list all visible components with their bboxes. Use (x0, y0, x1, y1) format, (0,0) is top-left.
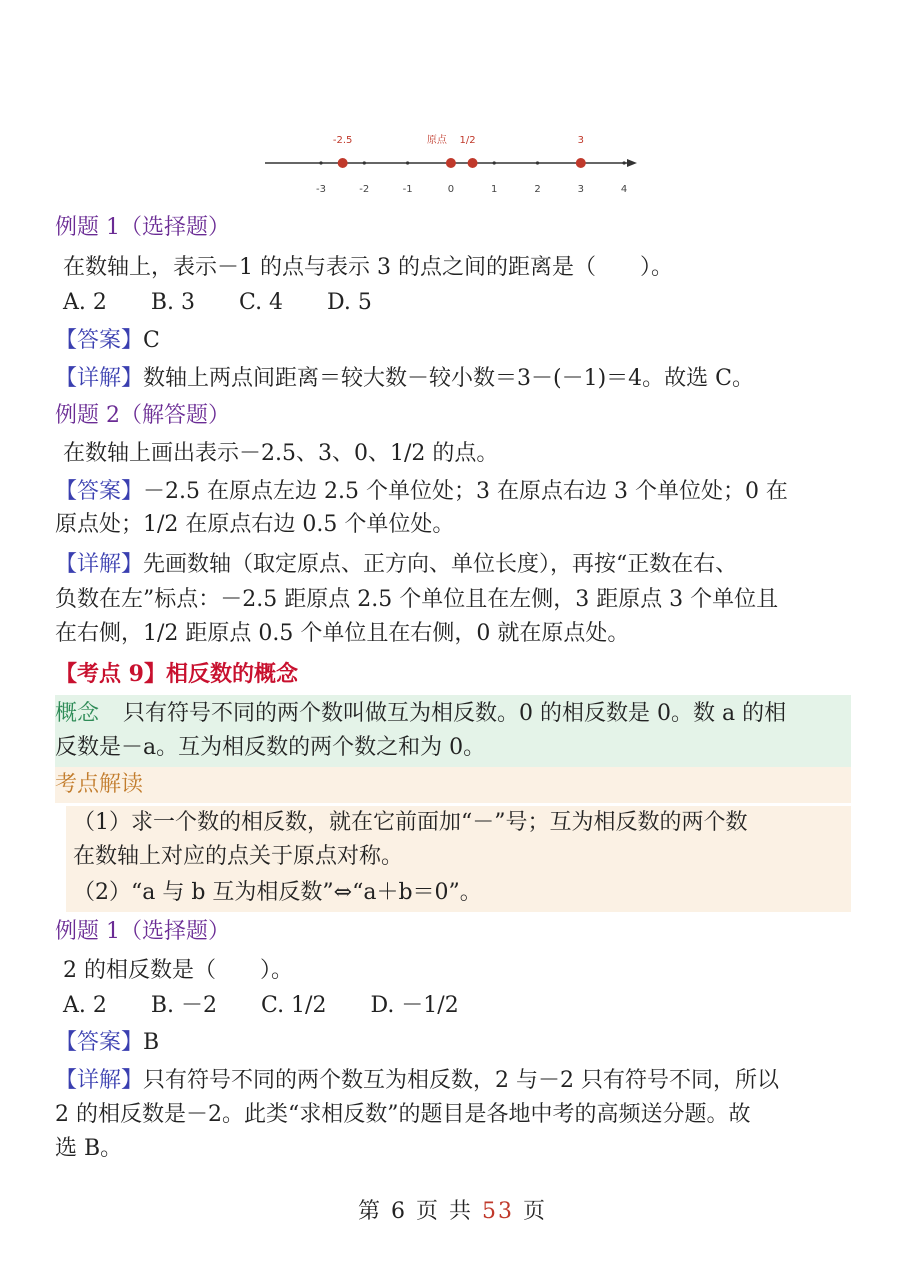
number-line-point-label: 3 (577, 135, 584, 146)
number-line-tick-label: 4 (620, 184, 628, 195)
detail-text: 数轴上两点间距离＝较大数－较小数＝3－(－1)＝4。故选 C。 (143, 366, 755, 391)
example-3-question: 2 的相反数是（ ）。 (63, 958, 293, 983)
number-line-tick-label: 0 (447, 184, 455, 195)
reading-line-3: （2）“a 与 b 互为相反数”⇔“a＋b＝0”。 (73, 880, 482, 905)
concept-line-2: 反数是－a。互为相反数的两个数之和为 0。 (55, 735, 486, 760)
footer-suffix: 页 (513, 1199, 547, 1224)
number-line-point (338, 158, 348, 168)
example-2-detail-line-2: 负数在左”标点：－2.5 距原点 2.5 个单位且在左侧，3 距原点 3 个单位且 (55, 587, 779, 612)
number-line-figure (240, 118, 660, 208)
example-1-detail (55, 362, 754, 396)
example-2-detail-line-1 (55, 548, 737, 582)
answer-text: －2.5 在原点左边 2.5 个单位处；3 在原点右边 3 个单位处；0 在 (143, 479, 788, 504)
number-line-tick (536, 161, 539, 164)
example-3-options: A. 2 B. －2 C. 1/2 D. －1/2 (63, 993, 459, 1018)
example-3-detail-line-2: 2 的相反数是－2。此类“求相反数”的题目是各地中考的高频送分题。故 (55, 1102, 751, 1127)
example-3-detail-line-1 (55, 1064, 779, 1098)
example-2-detail-line-3: 在右侧，1/2 距原点 0.5 个单位且在右侧，0 就在原点处。 (55, 621, 630, 646)
answer-text: B (143, 1030, 160, 1055)
example-2-question: 在数轴上画出表示－2.5、3、0、1/2 的点。 (63, 441, 499, 466)
detail-tag: 【详解】 (55, 552, 144, 577)
number-line-point (446, 158, 456, 168)
example-3-title: 例题 1（选择题） (55, 919, 230, 944)
example-3-answer (55, 1026, 159, 1060)
reading-line-2: 在数轴上对应的点关于原点对称。 (73, 844, 404, 869)
number-line-point (576, 158, 586, 168)
number-line-tick-label: -3 (316, 184, 326, 195)
footer-total-pages: 53 (481, 1199, 514, 1224)
reading-line-1: （1）求一个数的相反数，就在它前面加“－”号；互为相反数的两个数 (73, 810, 748, 835)
number-line-tick-label: -1 (402, 184, 413, 195)
reading-title: 考点解读 (55, 772, 144, 797)
detail-tag: 【详解】 (55, 366, 144, 391)
number-line-tick (623, 161, 626, 164)
example-2-answer-line-1 (55, 475, 788, 509)
number-line-tick-label: 3 (577, 184, 584, 195)
number-line-tick (363, 161, 366, 164)
answer-text: C (143, 328, 160, 353)
concept-tag: 概念 (55, 701, 100, 726)
number-line-point-label: -2.5 (332, 135, 353, 146)
number-line-tick (406, 161, 409, 164)
example-1-options: A. 2 B. 3 C. 4 D. 5 (63, 290, 372, 315)
number-line-tick-label: 1 (491, 184, 498, 195)
number-line-point-label: 1/2 (459, 135, 476, 146)
detail-text: 只有符号不同的两个数互为相反数，2 与－2 只有符号不同，所以 (143, 1068, 779, 1093)
detail-tag: 【详解】 (55, 1068, 144, 1093)
detail-text: 先画数轴（取定原点、正方向、单位长度），再按“正数在右、 (143, 552, 738, 577)
page-footer (0, 1194, 905, 1225)
number-line-tick-label: -2 (359, 184, 370, 195)
number-line-tick-label: 2 (534, 184, 541, 195)
number-line-point-label: 原点 (426, 135, 447, 146)
concept-line-1 (55, 697, 786, 731)
number-line-tick (319, 161, 322, 164)
number-line-tick (493, 161, 496, 164)
example-2-title: 例题 2（解答题） (55, 403, 230, 428)
key-point-9-title: 【考点 9】相反数的概念 (55, 661, 298, 687)
answer-tag: 【答案】 (55, 1030, 144, 1055)
example-1-answer (55, 324, 160, 358)
reading-header-box (55, 767, 851, 803)
number-line-point (468, 158, 478, 168)
footer-prefix: 第 6 页 共 (358, 1199, 482, 1224)
answer-tag: 【答案】 (55, 328, 144, 353)
example-2-answer-line-2: 原点处；1/2 在原点右边 0.5 个单位处。 (55, 512, 455, 537)
example-1-title: 例题 1（选择题） (55, 215, 230, 240)
concept-text: 只有符号不同的两个数叫做互为相反数。0 的相反数是 0。数 a 的相 (123, 701, 787, 726)
example-3-detail-line-3: 选 B。 (55, 1136, 123, 1161)
answer-tag: 【答案】 (55, 479, 144, 504)
example-1-question: 在数轴上，表示－1 的点与表示 3 的点之间的距离是（ ）。 (63, 255, 673, 280)
number-line-arrow (627, 159, 637, 167)
